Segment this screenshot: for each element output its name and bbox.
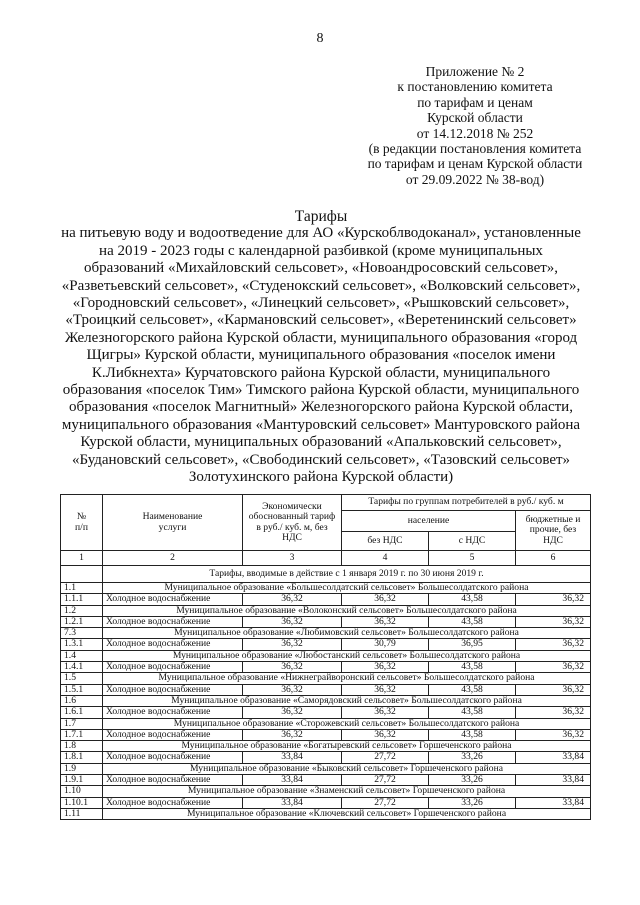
header-budget: бюджетные и прочие, без НДС	[516, 511, 591, 551]
column-numbers-row	[61, 551, 591, 566]
tariff-value: 36,32	[243, 684, 342, 695]
service-name: Холодное водоснабжение	[103, 594, 243, 605]
row-code: 1.11	[61, 808, 103, 819]
municipality-row	[61, 763, 591, 774]
row-code: 1.10.1	[61, 797, 103, 808]
budget-value: 36,32	[516, 684, 591, 695]
page-number: 8	[316, 31, 324, 46]
header-groups: Тарифы по группам потребителей в руб./ куб. м	[342, 495, 591, 511]
municipality-row	[61, 628, 591, 639]
row-code: 1.9	[61, 763, 103, 774]
header-with-vat: с НДС	[429, 532, 516, 551]
service-row	[61, 684, 591, 695]
row-code: 7.3	[61, 628, 103, 639]
service-row	[61, 616, 591, 627]
row-code: 1.5	[61, 673, 103, 684]
population-no-vat-value: 36,32	[342, 662, 429, 673]
row-code: 1.1.1	[61, 594, 103, 605]
col-number: 4	[342, 551, 429, 566]
tariff-value: 33,84	[243, 797, 342, 808]
population-no-vat-value: 27,72	[342, 797, 429, 808]
service-row	[61, 775, 591, 786]
population-vat-value: 33,26	[429, 752, 516, 763]
document-title: Тарифы	[294, 208, 348, 225]
tariff-value: 33,84	[243, 752, 342, 763]
tariff-value: 36,32	[243, 729, 342, 740]
col-number: 1	[61, 551, 103, 566]
row-code: 1.8.1	[61, 752, 103, 763]
municipality-row	[61, 650, 591, 661]
population-no-vat-value: 36,32	[342, 729, 429, 740]
municipality-name: Муниципальное образование «Любимовский сельсовет» Большесолдатского района	[103, 628, 591, 639]
row-code: 1.7.1	[61, 729, 103, 740]
row-code: 1.4.1	[61, 662, 103, 673]
header-population: население	[342, 511, 516, 532]
population-vat-value: 43,58	[429, 616, 516, 627]
municipality-row	[61, 718, 591, 729]
appendix-line: Курской области	[427, 110, 523, 126]
population-no-vat-value: 27,72	[342, 775, 429, 786]
budget-value: 36,32	[516, 707, 591, 718]
row-code: 1.4	[61, 650, 103, 661]
document-subtitle: на питьевую воду и водоотведение для АО «Курскоблводоканал», установленные на 2019 - 2023 годы с календарной разбивкой (кроме муниципальных образований «Михайловский сельсовет», «Новоандросовский сельсовет», «Разветьевский сельсовет», «Студенокский сельсовет», «Волковский сельсовет», «Городновский сельсовет», «Линецкий сельсовет», «Рышковский сельсовет», «Троицкий сельсовет», «Кармановский сельсовет», «Веретенинский сельсовет» Железногорского района Курской области, муниципального образования «город Щигры» Курской области, муниципального образования «поселок имени К.Либкнехта» Курчатовского района Курской области, муниципального образования «поселок Тим» Тимского района Курской области, муниципального образования «поселок Магнитный» Железногорского района Курской области, муниципального образования «Мантуровский сельсовет» Мантуровского района Курской области, муниципальных образований «Апальковский сельсовет», «Будановский сельсовет», «Свободинский сельсовет», «Тазовский сельсовет» Золотухинского района Курской области)	[61, 225, 581, 486]
row-code: 1.7	[61, 718, 103, 729]
row-code: 1.10	[61, 786, 103, 797]
row-code: 1.6.1	[61, 707, 103, 718]
service-row	[61, 752, 591, 763]
service-row	[61, 639, 591, 650]
row-code: 1.5.1	[61, 684, 103, 695]
row-code: 1.9.1	[61, 775, 103, 786]
header-num: № п/п	[61, 495, 103, 551]
appendix-line: (в редакции постановления комитета	[368, 141, 582, 157]
col-number: 2	[103, 551, 243, 566]
tariff-value: 33,84	[243, 775, 342, 786]
budget-value: 36,32	[516, 662, 591, 673]
municipality-row	[61, 695, 591, 706]
service-name: Холодное водоснабжение	[103, 752, 243, 763]
tariff-value: 36,32	[243, 616, 342, 627]
appendix-line: к постановлению комитета	[397, 79, 553, 95]
population-vat-value: 36,95	[429, 639, 516, 650]
municipality-name: Муниципальное образование «Знаменский сельсовет» Горшеченского района	[103, 786, 591, 797]
col-number: 6	[516, 551, 591, 566]
municipality-name: Муниципальное образование «Нижнеграйворонский сельсовет» Большесолдатского района	[103, 673, 591, 684]
appendix-line: по тарифам и ценам	[417, 94, 533, 110]
tariff-value: 36,32	[243, 707, 342, 718]
municipality-name: Муниципальное образование «Быковский сельсовет» Горшеченского района	[103, 763, 591, 774]
header-without-vat: без НДС	[342, 532, 429, 551]
service-name: Холодное водоснабжение	[103, 797, 243, 808]
col-number: 3	[243, 551, 342, 566]
budget-value: 36,32	[516, 639, 591, 650]
tariff-value: 36,32	[243, 662, 342, 673]
service-name: Холодное водоснабжение	[103, 616, 243, 627]
appendix-line: Приложение № 2	[425, 64, 525, 79]
population-vat-value: 33,26	[429, 775, 516, 786]
period-title: Тарифы, вводимые в действие с 1 января 2019 г. по 30 июня 2019 г.	[103, 566, 591, 583]
period-row	[61, 566, 591, 583]
col-number: 5	[429, 551, 516, 566]
tariff-value: 36,32	[243, 594, 342, 605]
title-block	[58, 208, 584, 487]
service-row	[61, 707, 591, 718]
municipality-row	[61, 786, 591, 797]
appendix-line: по тарифам и ценам Курской области	[367, 156, 583, 172]
municipality-name: Муниципальное образование «Ключевский сельсовет» Горшеченского района	[103, 808, 591, 819]
municipality-row	[61, 583, 591, 594]
municipality-row	[61, 808, 591, 819]
population-no-vat-value: 30,79	[342, 639, 429, 650]
municipality-name: Муниципальное образование «Волоконский сельсовет» Большесолдатского района	[103, 605, 591, 616]
municipality-name: Муниципальное образование «Саморядовский сельсовет» Большесолдатского района	[103, 695, 591, 706]
population-vat-value: 43,58	[429, 684, 516, 695]
service-name: Холодное водоснабжение	[103, 729, 243, 740]
municipality-name: Муниципальное образование «Сторожевский сельсовет» Большесолдатского района	[103, 718, 591, 729]
service-row	[61, 662, 591, 673]
service-row	[61, 797, 591, 808]
row-code: 1.1	[61, 583, 103, 594]
appendix-line: от 14.12.2018 № 252	[416, 125, 534, 141]
tariffs-table	[60, 494, 591, 820]
municipality-row	[61, 605, 591, 616]
tariff-value: 36,32	[243, 639, 342, 650]
budget-value: 36,32	[516, 616, 591, 627]
budget-value: 33,84	[516, 797, 591, 808]
municipality-row	[61, 741, 591, 752]
row-code: 1.8	[61, 741, 103, 752]
row-code: 1.2.1	[61, 616, 103, 627]
appendix-block	[350, 64, 600, 187]
population-no-vat-value: 36,32	[342, 594, 429, 605]
population-vat-value: 43,58	[429, 729, 516, 740]
header-service-name: Наименование услуги	[103, 495, 243, 551]
service-row	[61, 729, 591, 740]
header-tariff: Экономически обоснованный тариф в руб./ куб. м, без НДС	[243, 495, 342, 551]
appendix-line: от 29.09.2022 № 38-вод)	[405, 171, 545, 187]
service-name: Холодное водоснабжение	[103, 775, 243, 786]
row-code: 1.3.1	[61, 639, 103, 650]
service-name: Холодное водоснабжение	[103, 639, 243, 650]
service-name: Холодное водоснабжение	[103, 684, 243, 695]
budget-value: 33,84	[516, 752, 591, 763]
population-vat-value: 33,26	[429, 797, 516, 808]
period-blank	[61, 566, 103, 583]
budget-value: 36,32	[516, 729, 591, 740]
service-row	[61, 594, 591, 605]
row-code: 1.2	[61, 605, 103, 616]
budget-value: 33,84	[516, 775, 591, 786]
population-no-vat-value: 36,32	[342, 616, 429, 627]
population-no-vat-value: 27,72	[342, 752, 429, 763]
population-vat-value: 43,58	[429, 594, 516, 605]
row-code: 1.6	[61, 695, 103, 706]
municipality-row	[61, 673, 591, 684]
population-vat-value: 43,58	[429, 662, 516, 673]
population-vat-value: 43,58	[429, 707, 516, 718]
service-name: Холодное водоснабжение	[103, 707, 243, 718]
municipality-name: Муниципальное образование «Богатыревский сельсовет» Горшеченского района	[103, 741, 591, 752]
population-no-vat-value: 36,32	[342, 684, 429, 695]
service-name: Холодное водоснабжение	[103, 662, 243, 673]
population-no-vat-value: 36,32	[342, 707, 429, 718]
municipality-name: Муниципальное образование «Любостанский сельсовет» Большесолдатского района	[103, 650, 591, 661]
municipality-name: Муниципальное образование «Большесолдатский сельсовет» Большесолдатского района	[103, 583, 591, 594]
budget-value: 36,32	[516, 594, 591, 605]
